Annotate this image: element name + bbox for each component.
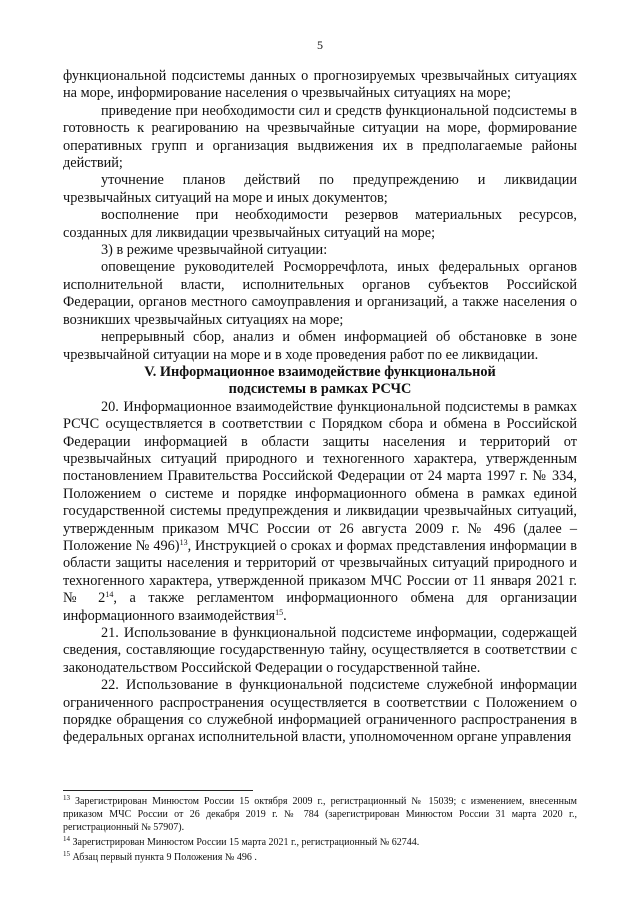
paragraph: оповещение руководителей Росморречфлота, иных федеральных органов исполнительной власти, исполнительных органов субъектов Российской Федерации, органов местного самоуправления и организаций, а также населения о возникших чрезвычайных ситуациях на море; (63, 259, 577, 328)
paragraph-20-part3: , а также регламентом информационного обмена для организации информационного взаимодействия (63, 590, 577, 624)
footnote-text: Зарегистрирован Минюстом России 15 марта 2021 г., регистрационный № 62744. (72, 837, 420, 848)
paragraph-20-part1: 20. Информационное взаимодействие функциональной подсистемы в рамках РСЧС осуществляется в соответствии с Порядком сбора и обмена в Российской Федерации информацией в области защиты населения и территорий от чрезвычайных ситуаций природного и техногенного характера, утвержденным постановлением Правительства Российской Федерации от 24 марта 1997 г. № 334, Положением о системе и порядке информационного обмена в рамках единой государственной системы предупреждения и ликвидации чрезвычайных ситуаций, утвержденным приказом МЧС России от 26 августа 2009 г. № 496 (далее – Положение № 496) (63, 398, 577, 554)
paragraph-21: 21. Использование в функциональной подсистеме информации, содержащей сведения, составляющие государственную тайну, осуществляется в соответствии с законодательством Российской Федерации о государственной тайне. (63, 625, 577, 676)
footnote-number: 14 (63, 835, 70, 843)
footnote-number: 13 (63, 794, 70, 802)
footnote-divider (63, 790, 253, 791)
paragraph: уточнение планов действий по предупреждению и ликвидации чрезвычайных ситуаций на море и иных документов; (63, 172, 577, 206)
footnotes (63, 790, 577, 866)
section-heading-line2: подсистемы в рамках РСЧС (228, 381, 412, 398)
footnote (63, 836, 577, 849)
section-heading-line1: V. Информационное взаимодействие функциональной (144, 363, 496, 380)
footnote-text: Абзац первый пункта 9 Положения № 496 . (72, 852, 257, 863)
paragraph-20-part2: , Инструкцией о сроках и формах представления информации в области защиты населения и территорий от чрезвычайных ситуаций природного и техногенного характера, утвержденной приказом МЧС России от 11 января 2021 г. № 2 (63, 537, 578, 607)
section-heading (63, 364, 577, 399)
footnote-text: Зарегистрирован Минюстом России 15 октября 2009 г., регистрационный № 15039; с изменением, внесенным приказом МЧС России от 26 декабря 2019 г. № 784 (зарегистрирован Минюстом России 31 марта 2020 г., регистрационный № 57907). (63, 796, 577, 833)
paragraph-22: 22. Использование в функциональной подсистеме служебной информации ограниченного распространения осуществляется в соответствии с Положением о порядке обращения со служебной информацией ограниченного распространения в федеральных органах исполнительной власти, уполномоченном органе управления (63, 677, 577, 746)
footnote-ref[interactable]: 14 (105, 590, 114, 600)
paragraph: функциональной подсистемы данных о прогнозируемых чрезвычайных ситуациях на море, информирование населения о чрезвычайных ситуациях на море; (63, 68, 577, 102)
paragraph: восполнение при необходимости резервов материальных ресурсов, созданных для ликвидации чрезвычайных ситуаций на море; (63, 207, 577, 241)
footnote-number: 15 (63, 850, 70, 858)
paragraph-20-part4: . (283, 607, 287, 624)
paragraph: непрерывный сбор, анализ и обмен информацией об обстановке в зоне чрезвычайной ситуации на море и в ходе проведения работ по ее ликвидации. (63, 329, 577, 363)
footnote (63, 851, 577, 864)
paragraph: 3) в режиме чрезвычайной ситуации: (101, 242, 328, 259)
footnote-ref[interactable]: 15 (275, 607, 284, 617)
document-body (63, 68, 577, 747)
page-number: 5 (317, 38, 323, 52)
footnote (63, 795, 577, 834)
paragraph-20 (63, 399, 577, 625)
paragraph: приведение при необходимости сил и средств функциональной подсистемы в готовность к реагированию на чрезвычайные ситуации на море, формирование оперативных групп и организация выдвижения их в предполагаемые районы действий; (63, 102, 577, 172)
footnote-ref[interactable]: 13 (179, 537, 188, 547)
